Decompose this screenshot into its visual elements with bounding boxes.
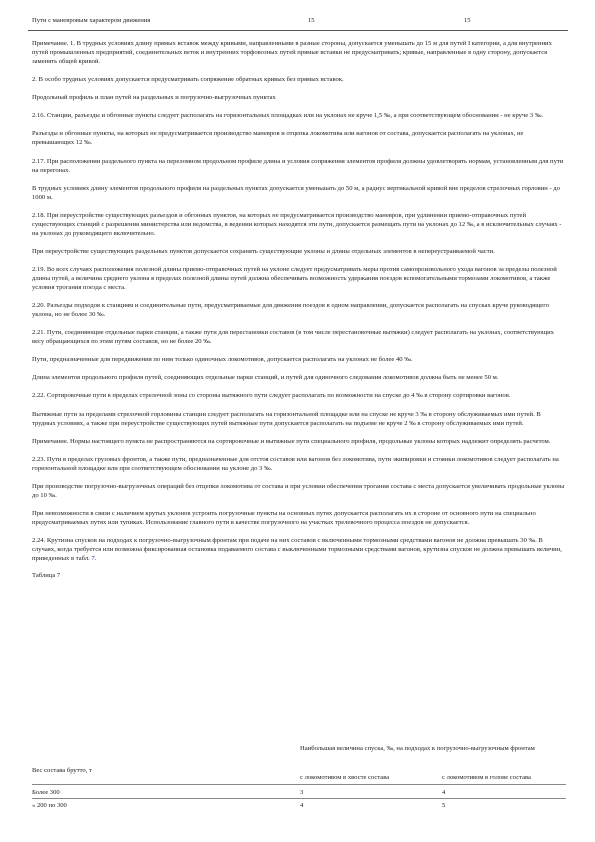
clause-2-23: 2.23. Пути в пределах грузовых фронтов, а также пути, предназначенные для отстоя составов или вагонов без локомотива, пути экипировки и стоянки локомотивов следует располагать на горизонтальной площадке или при соответствующем обосновании на уклоне до 3 ‰.: [32, 455, 559, 472]
note-1: Примечание. 1. В трудных условиях длину прямых вставок между кривыми, направленными в разные стороны, допускается уменьшать до 15 м для путей I категории, а для внутренних путей промышленных предприятий, соединительных веток и внутренних торфовозных путей прямые вставки не предусматривать; кривые, направленные в одну сторону, допускается заменять общей кривой.: [32, 40, 552, 65]
top-row-value-1: 15: [308, 17, 315, 24]
top-divider: [28, 30, 568, 31]
clause-2-18: 2.18. При переустройстве существующих разъездов и обгонных пунктов, на которых не предусматривается производство маневров, при удлинении приемо-отправочных путей существующих станций с разрешения министерства или ведомства, в ведении которых находятся эти пути, допускается размещать пути на уклонах до 12 ‰, а в исключительных случаях - на уклонах до руководящего включительно.: [32, 211, 562, 237]
clause-2-21-b: Пути, предназначенные для передвижения по ним только одиночных локомотивов, допускается располагать на уклонах не более 40 ‰.: [32, 356, 413, 364]
top-row-label: Пути с маневровым характером движения: [32, 17, 151, 24]
table-sub-header-head: с локомотивом в голове состава: [442, 774, 531, 781]
clause-2-21-c: Длина элементов продольного профиля путей, соединяющих отдельные парки станций, и путей для одиночного следования локомотивов должна быть не менее 50 м.: [32, 374, 499, 382]
clause-2-22-note: Примечание. Нормы настоящего пункта не распространяются на сортировочные и вытяжные пути специального профиля, продольные уклоны которых надлежит определять расчетом.: [32, 437, 551, 445]
clause-2-16: 2.16. Станции, разъезды и обгонные пункты следует располагать на горизонтальных площадках или на уклонах не круче 1,5 ‰, а при соответствующем обосновании - не круче 3 ‰.: [32, 112, 544, 120]
clause-2-23-b: При производстве погрузочно-выгрузочных операций без отцепки локомотива от состава и при условии обеспечения трогания состава с места допускается увеличивать продольные уклоны до 10 ‰.: [32, 482, 565, 499]
table-row-1-tail: 3: [300, 789, 304, 796]
clause-2-24: 2.24. Крутизна спусков на подходах к погрузочно-выгрузочным фронтам при подаче на них составов с включенными тормозными средствами вагонов не должна превышать 30 ‰. В случаях, когда требуется или возможна фиксированная остановка подаваемого состава с выключенными тормозными средствами вагонов, крутизна спусков не должна превышать величин, приведенных в табл. 7.: [32, 537, 562, 563]
table-7-link[interactable]: 7: [91, 555, 95, 563]
table-group-header: Наибольшая величина спуска, ‰, на подходах к погрузочно-выгрузочным фронтам: [300, 745, 535, 752]
clause-2-23-c: При невозможности в связи с наличием крутых уклонов устроить погрузочные пункты на основных путях допускается располагать их в стороне от основного пути на специально предусматриваемых путях или тупиках. Использование главного пути в качестве погрузочного на участках трелевочного процесса поездов не допускается.: [32, 510, 536, 526]
clause-2-18-b: При переустройстве существующих раздельных пунктов допускается сохранять существующие уклоны и длины отдельных элементов в непереустраиваемой части.: [32, 247, 495, 255]
clause-2-20: 2.20. Разъезды подходов к станциям и соединительные пути, предусматриваемые для движения поездов в одном направлении, допускается располагать на спусках круче руководящего уклона, но не более 30 ‰.: [32, 301, 550, 318]
clause-2-22-b: Вытяжные пути за пределами стрелочной горловины станции следует располагать на горизонтальной площадке или на спуске не круче 3 ‰ в сторону обслуживаемых ими путей. В трудных условиях, а также при переустройстве существующих путей вытяжные пути допускается располагать на подъеме не круче 2 ‰ в сторону обслуживаемых ими путей.: [32, 410, 541, 427]
clause-2-17-b: В трудных условиях длину элементов продольного профиля на раздельных пунктах допускается уменьшать до 50 м, а радиус вертикальной кривой вне пределов стрелочных горловин - до 1000 м.: [32, 184, 560, 201]
table-row-1-weight: Более 300: [32, 789, 60, 796]
table-row-line: [32, 798, 566, 799]
table-row-2-weight: « 200 по 300: [32, 802, 67, 809]
top-table-row: [32, 17, 572, 27]
table-row-2-tail: 4: [300, 802, 304, 809]
note-2: 2. В особо трудных условиях допускается предусматривать сопряжение обратных кривых без прямых вставок.: [32, 76, 344, 84]
clause-2-19: 2.19. Во всех случаях расположения полезной длины приемо-отправочных путей на уклоне следует предусматривать меры против самопроизвольного ухода вагонов за пределы полезной длины путей, а величина среднего уклона в пределах полезной длины путей должна обеспечивать возможность удержания поездов вспомогательными тормозами локомотивов, а также условия трогания поезда с места.: [32, 265, 557, 291]
document-body: [32, 40, 566, 590]
table-sub-header-tail: с локомотивом в хвосте состава: [300, 774, 390, 781]
clause-2-22: 2.22. Сортировочные пути в пределах стрелочной зоны со стороны вытяжного пути следует располагать по возможности на спуске до 4 ‰ в сторону сортировки вагонов.: [32, 392, 511, 400]
table-row-1-head: 4: [442, 789, 446, 796]
clause-2-21: 2.21. Пути, соединяющие отдельные парки станции, а также пути для перестановки составов (в том числе перестановочные вытяжки) следует располагать на уклонах, соответствующих весу обращающихся по этим путям составов, но не более 20 ‰.: [32, 329, 554, 346]
table-header-line: [32, 784, 566, 785]
table-col-weight-header: Вес состава брутто, т: [32, 767, 92, 774]
clause-2-17: 2.17. При расположении раздельного пункта на переломном продольном профиле длина и условия сопряжения элементов профиля должны удовлетворять нормам, установленным для пути на перегонах.: [32, 157, 564, 174]
section-heading: Продольный профиль и план путей на раздельных и погрузочно-выгрузочных пунктах: [32, 94, 276, 102]
clause-2-16-b: Разъезды и обгонные пункты, на которых не предусматривается производство маневров и отцепка локомотива или вагонов от состава, допускается располагать на уклонах, не превышающих 12 ‰.: [32, 130, 524, 147]
table-row-2-head: 5: [442, 802, 446, 809]
top-row-value-2: 15: [464, 17, 471, 24]
table-caption: Таблица 7: [32, 571, 61, 579]
